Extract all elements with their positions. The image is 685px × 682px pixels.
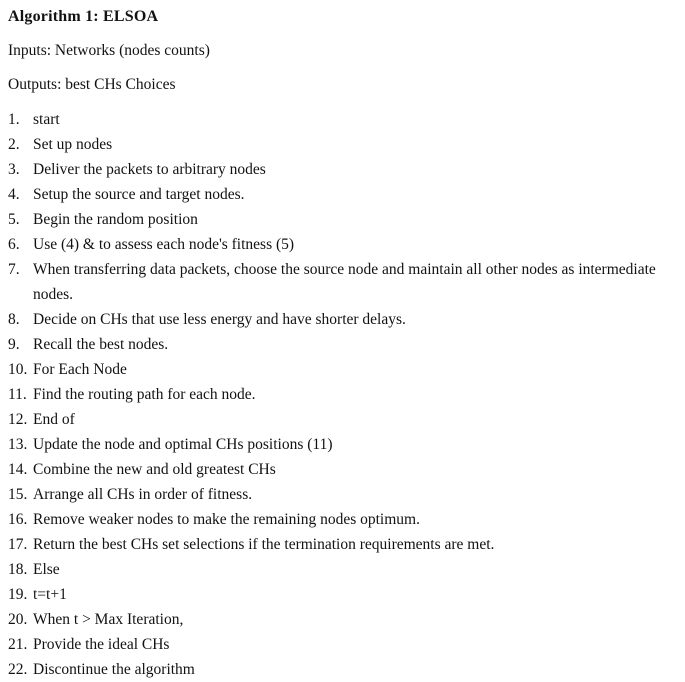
algorithm-steps-list [8,107,682,682]
step-text: End of [33,411,75,428]
step-text: Deliver the packets to arbitrary nodes [33,161,266,178]
step-text: start [33,111,60,128]
algorithm-step [8,407,682,432]
algorithm-step [8,157,682,182]
step-text: Discontinue the algorithm [33,661,195,678]
step-text: Else [33,561,60,578]
step-text: Recall the best nodes. [33,336,169,353]
step-text: When transferring data packets, choose the source node and maintain all other nodes as intermediate nodes. [33,261,656,303]
step-text: Return the best CHs set selections if the termination requirements are met. [33,536,495,553]
step-number: 18. [8,561,28,578]
step-text: Provide the ideal CHs [33,636,170,653]
algorithm-step [8,132,682,157]
step-number: 17. [8,536,28,553]
step-number: 4. [8,186,20,203]
algorithm-step [8,382,682,407]
step-number: 3. [8,161,20,178]
algorithm-step [8,557,682,582]
algorithm-step [8,532,682,557]
algorithm-step [8,607,682,632]
algorithm-step [8,107,682,132]
algorithm-step [8,207,682,232]
step-number: 13. [8,436,28,453]
algorithm-step [8,582,682,607]
step-number: 20. [8,611,28,628]
algorithm-step [8,257,682,307]
algorithm-step [8,507,682,532]
step-number: 2. [8,136,20,153]
step-text: Use (4) & to assess each node's fitness (5) [33,236,295,253]
algorithm-step [8,357,682,382]
step-number: 7. [8,261,20,278]
step-text: Find the routing path for each node. [33,386,256,403]
step-number: 1. [8,111,20,128]
step-number: 19. [8,586,28,603]
step-number: 6. [8,236,20,253]
algorithm-step [8,457,682,482]
algorithm-step [8,657,682,682]
algorithm-title: Algorithm 1: ELSOA [8,8,159,25]
step-text: For Each Node [33,361,127,378]
step-text: When t > Max Iteration, [33,611,184,628]
step-text: Begin the random position [33,211,198,228]
step-text: Combine the new and old greatest CHs [33,461,276,478]
step-text: Set up nodes [33,136,113,153]
algorithm-step [8,432,682,457]
step-number: 9. [8,336,20,353]
step-number: 22. [8,661,28,678]
algorithm-inputs: Inputs: Networks (nodes counts) [8,42,210,59]
step-text: Remove weaker nodes to make the remaining nodes optimum. [33,511,420,528]
step-number: 11. [8,386,27,403]
step-text: Update the node and optimal CHs positions (11) [33,436,333,453]
step-number: 16. [8,511,28,528]
algorithm-step [8,307,682,332]
step-number: 8. [8,311,20,328]
step-number: 15. [8,486,28,503]
step-text: t=t+1 [33,586,67,603]
algorithm-step [8,632,682,657]
algorithm-step [8,482,682,507]
step-text: Decide on CHs that use less energy and have shorter delays. [33,311,406,328]
step-number: 10. [8,361,28,378]
step-number: 5. [8,211,20,228]
algorithm-outputs: Outputs: best CHs Choices [8,76,176,93]
algorithm-step [8,332,682,357]
step-number: 21. [8,636,28,653]
algorithm-step [8,182,682,207]
step-text: Arrange all CHs in order of fitness. [33,486,253,503]
step-number: 14. [8,461,28,478]
step-number: 12. [8,411,28,428]
algorithm-step [8,232,682,257]
step-text: Setup the source and target nodes. [33,186,245,203]
